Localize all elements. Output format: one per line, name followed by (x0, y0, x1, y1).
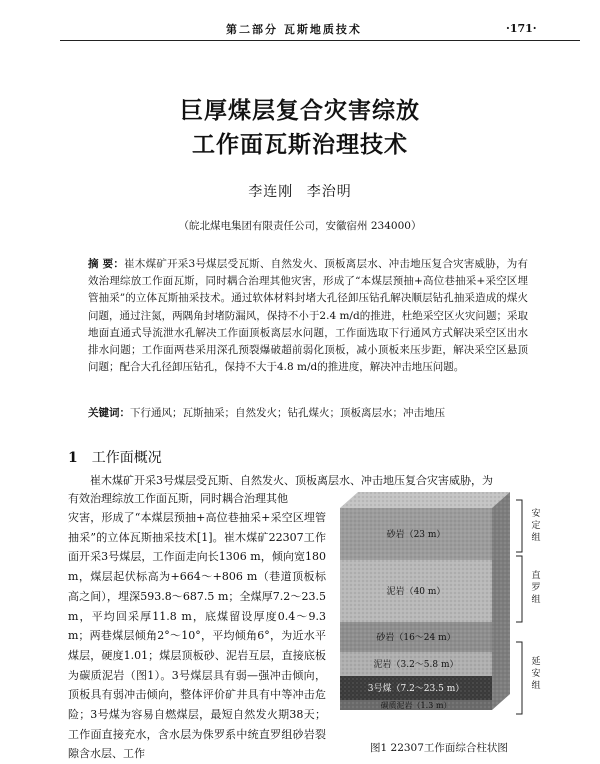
bracket-anding (516, 500, 522, 552)
figure-caption: 图1 22307工作面综合柱状图 (370, 742, 508, 754)
paragraph-line-2: 有效治理综放工作面瓦斯，同时耦合治理其他 (68, 492, 288, 505)
group-anding-2: 定 (531, 521, 541, 531)
header-rule (60, 40, 580, 41)
group-yanan-1: 延 (531, 657, 541, 667)
abstract (88, 256, 528, 376)
bracket-yanan (516, 642, 522, 714)
stratigraphic-column-figure (334, 488, 578, 720)
layer-label-1: 砂岩（23 m） (386, 530, 446, 540)
affiliation: （皖北煤电集团有限责任公司，安徽宿州 234000） (178, 220, 422, 232)
paragraph-line-1: 崔木煤矿开采3号煤层受瓦斯、自然发火、顶板离层水、冲击地压复合灾害威胁，为 (90, 474, 493, 487)
group-zhiluo-1: 直 (531, 571, 541, 581)
paper-title-line-1: 巨厚煤层复合灾害综放 (180, 97, 420, 124)
column-svg (334, 488, 578, 720)
group-yanan-3: 组 (531, 681, 541, 691)
group-zhiluo-2: 罗 (531, 583, 541, 593)
paper-title-line-2: 工作面瓦斯治理技术 (192, 131, 408, 158)
layer-label-4: 泥岩（3.2～5.8 m） (373, 660, 459, 670)
abstract-text: 崔木煤矿开采3号煤层受瓦斯、自然发火、顶板离层水、冲击地压复合灾害威胁，为有效治理综放工作面瓦斯，同时耦合治理其他灾害，形成了“本煤层预抽+高位巷抽采+采空区埋管抽采”的立体瓦斯抽采技术。通过软体材料封堵大孔径卸压钻孔解决顺层钻孔抽采造成的煤火问题，通过注氮，两隅角封堵防漏风，保持不小于2.4 m/d的推进，杜绝采空区火灾问题；采取地面直通式导流泄水孔解决工作面顶板离层水问题，工作面选取下行通风方式解决采空区出水排水问题；工作面两巷采用深孔预裂爆破超前弱化顶板，减小顶板来压步距，解决采空区悬顶问题；配合大孔径卸压钻孔，保持不大于4.8 m/d的推进度，解决冲击地压问题。 (88, 258, 529, 374)
section-number: 1 (68, 450, 78, 466)
group-zhiluo-3: 组 (531, 595, 541, 605)
authors: 李连刚 李治明 (248, 184, 352, 200)
layer-label-5: 3号煤（7.2～23.5 m） (367, 684, 465, 694)
layer-label-3: 砂岩（16～24 m） (376, 633, 456, 643)
abstract-label: 摘 要： (88, 258, 125, 270)
page-number: ·171· (506, 22, 537, 35)
layer-label-6: 碳质泥岩（1.3 m） (380, 701, 452, 710)
layer-label-2: 泥岩（40 m） (386, 587, 446, 597)
keywords (88, 405, 528, 420)
group-yanan-2: 安 (531, 669, 541, 679)
group-anding-1: 安 (531, 509, 541, 519)
group-anding-3: 组 (531, 533, 541, 543)
paragraph-left-column: 灾害，形成了“本煤层预抽+高位巷抽采+采空区埋管抽采”的立体瓦斯抽采技术[1]。崔木煤矿22307工作面开采3号煤层，工作面走向长1306 m，倾向宽180 m，煤层起伏标高为+664～+806 m（巷道顶板标高之间），埋深593.8～687.5 m；全煤厚7.2～23.5 m，平均回采厚11.8 m，底煤留设厚度0.4～9.3 m；两巷煤层倾角2°～10°，平均倾角6°，为近水平煤层，硬度1.01；煤层顶板砂、泥岩互层，直接底板为碳质泥岩（图1）。3号煤层具有弱—强冲击倾向，顶板具有弱冲击倾向，整体评价矿井具有中等冲击危险；3号煤为容易自燃煤层，最短自然发火期38天；工作面直接充水，含水层为侏罗系中统直罗组砂岩裂隙含水层、工作 (68, 511, 326, 761)
keywords-label: 关键词： (88, 407, 130, 419)
bracket-zhiluo (516, 556, 522, 622)
section-title: 工作面概况 (91, 450, 162, 466)
running-header: 第二部分 瓦斯地质技术 (226, 23, 362, 36)
page-header (0, 0, 600, 42)
keywords-text: 下行通风；瓦斯抽采；自然发火；钻孔煤火；顶板离层水；冲击地压 (130, 407, 445, 419)
section-heading (68, 447, 162, 467)
